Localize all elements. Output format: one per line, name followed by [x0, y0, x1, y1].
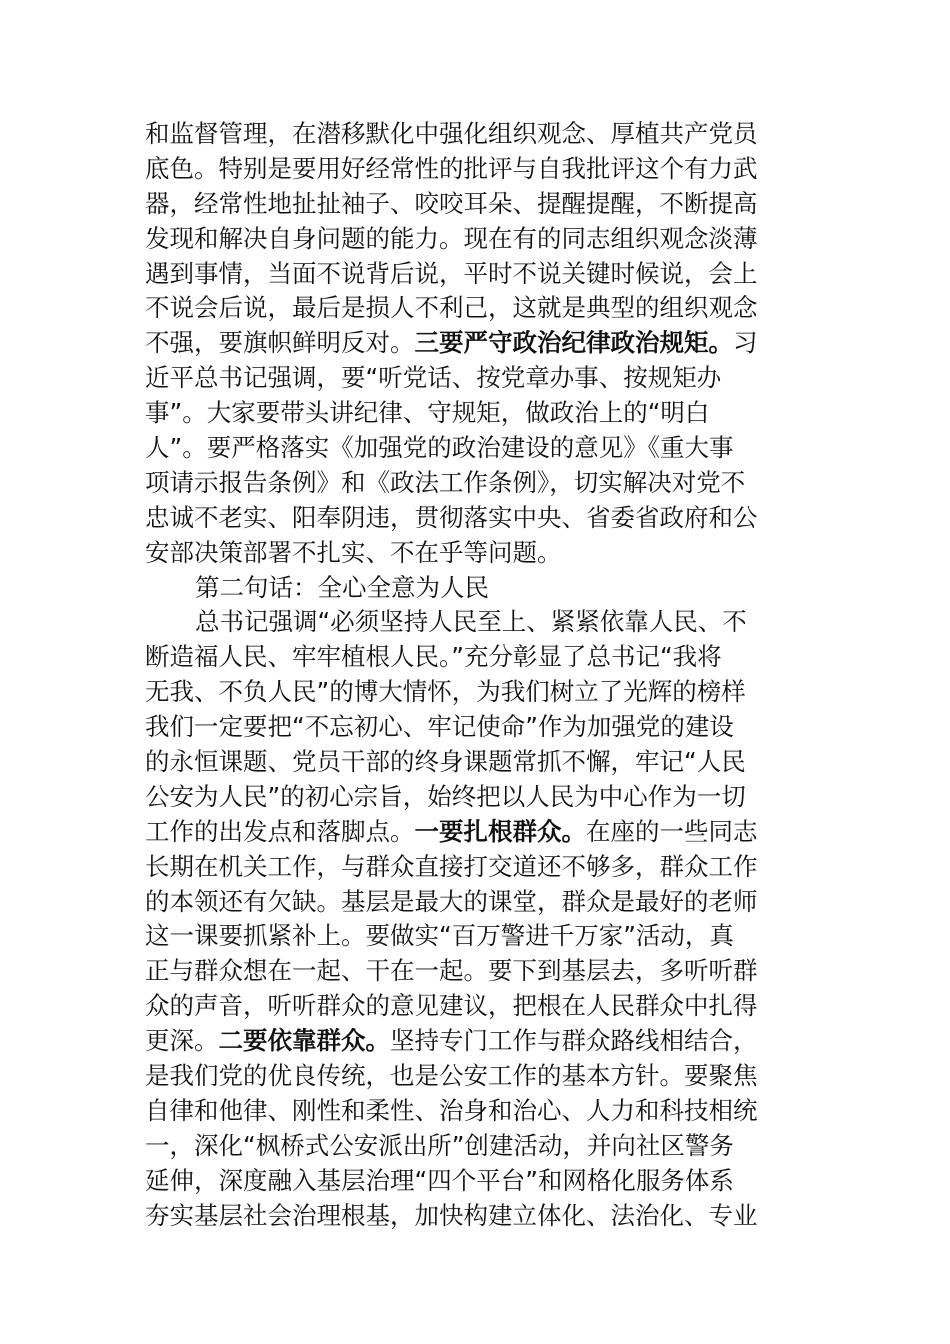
text-line [145, 675, 815, 710]
text-line [145, 536, 815, 571]
text-line [145, 745, 815, 780]
text-run: 是我们党的优良传统，也是公安工作的基本方针。要聚焦 [145, 1061, 758, 1091]
text-line [145, 257, 815, 292]
text-line [145, 780, 815, 815]
text-line [145, 710, 815, 745]
text-run: 无我、不负人民”的博大情怀，为我们树立了光辉的榜样 [145, 677, 746, 707]
text-run: 忠诚不老实、阳奉阴违，贯彻落实中央、省委省政府和公 [145, 502, 758, 532]
text-line [145, 815, 815, 850]
text-run: 正与群众想在一起、干在一起。要下到基层去，多听听群 [145, 956, 758, 986]
text-run: 长期在机关工作，与群众直接打交道还不够多，群众工作 [145, 851, 758, 881]
text-line [145, 850, 815, 885]
text-run: 总书记强调“必须坚持人民至上、紧紧依靠人民、不 [195, 607, 747, 637]
text-run: 更深。 [145, 1026, 219, 1056]
bold-phrase: 三要严守政治纪律政治规矩。 [414, 328, 733, 358]
text-line [145, 187, 815, 222]
document-body [145, 117, 815, 1234]
text-run: 人”。要严格落实《加强党的政治建设的意见》《重大事 [145, 433, 734, 463]
text-run: 底色。特别是要用好经常性的批评与自我批评这个有力武 [145, 153, 758, 183]
text-run: 坚持专门工作与群众路线相结合， [390, 1026, 758, 1056]
text-run: 工作的出发点和落脚点。 [145, 816, 415, 846]
text-line [145, 1024, 815, 1059]
text-run: 的本领还有欠缺。基层是最大的课堂，群众是最好的老师 [145, 886, 758, 916]
section-heading [145, 571, 815, 606]
text-line [145, 152, 815, 187]
text-line [145, 396, 815, 431]
text-run: 第二句话：全心全意为人民 [195, 572, 489, 602]
text-run: 的永恒课题、党员干部的终身课题常抓不懈，牢记“人民 [145, 747, 746, 777]
text-run: 不强，要旗帜鲜明反对。 [145, 328, 415, 358]
text-run: 众的声音，听听群众的意见建议，把根在人民群众中扎得 [145, 991, 758, 1021]
text-line [145, 1199, 815, 1234]
text-run: 这一课要抓紧补上。要做实“百万警进千万家”活动，真 [145, 921, 734, 951]
text-line [145, 640, 815, 675]
text-line [145, 885, 815, 920]
text-run: 发现和解决自身问题的能力。现在有的同志组织观念淡薄 [145, 223, 758, 253]
text-line [145, 1059, 815, 1094]
text-run: 习 [733, 328, 758, 358]
text-run: 项请示报告条例》和《政法工作条例》，切实解决对党不 [145, 467, 746, 497]
text-run: 自律和他律、刚性和柔性、治身和治心、人力和科技相统 [145, 1095, 758, 1125]
text-run: 近平总书记强调，要“听党话、按党章办事、按规矩办 [145, 363, 722, 393]
bold-phrase: 二要依靠群众。 [218, 1026, 390, 1056]
text-run: 安部决策部署不扎实、不在乎等问题。 [145, 537, 562, 567]
text-line [145, 989, 815, 1024]
text-line [145, 501, 815, 536]
text-line [145, 1164, 815, 1199]
text-run: 断造福人民、牢牢植根人民。”充分彰显了总书记“我将 [145, 642, 722, 672]
text-line [145, 1094, 815, 1129]
text-run: 遇到事情，当面不说背后说，平时不说关键时候说，会上 [145, 258, 758, 288]
text-line [145, 954, 815, 989]
text-line [145, 1129, 815, 1164]
text-line [145, 117, 815, 152]
text-line [145, 605, 815, 640]
text-line [145, 431, 815, 466]
text-run: 和监督管理，在潜移默化中强化组织观念、厚植共产党员 [145, 119, 758, 148]
text-run: 公安为人民”的初心宗旨，始终把以人民为中心作为一切 [145, 781, 746, 811]
text-run: 在座的一些同志 [586, 816, 758, 846]
text-line [145, 466, 815, 501]
text-line [145, 919, 815, 954]
text-line [145, 291, 815, 326]
bold-phrase: 一要扎根群众。 [414, 816, 586, 846]
text-run: 不说会后说，最后是损人不利己，这就是典型的组织观念 [145, 293, 758, 323]
text-line [145, 361, 815, 396]
text-run: 事”。大家要带头讲纪律、守规矩，做政治上的“明白 [145, 398, 710, 428]
text-line [145, 222, 815, 257]
text-run: 器，经常性地扯扯袖子、咬咬耳朵、提醒提醒，不断提高 [145, 188, 758, 218]
text-run: 延伸，深度融入基层治理“四个平台”和网格化服务体系 [145, 1165, 734, 1195]
text-line [145, 326, 815, 361]
text-run: 夯实基层社会治理根基，加快构建立体化、法治化、专业 [145, 1200, 758, 1230]
text-run: 我们一定要把“不忘初心、牢记使命”作为加强党的建设 [145, 712, 734, 742]
text-run: 一，深化“枫桥式公安派出所”创建活动，并向社区警务 [145, 1130, 734, 1160]
